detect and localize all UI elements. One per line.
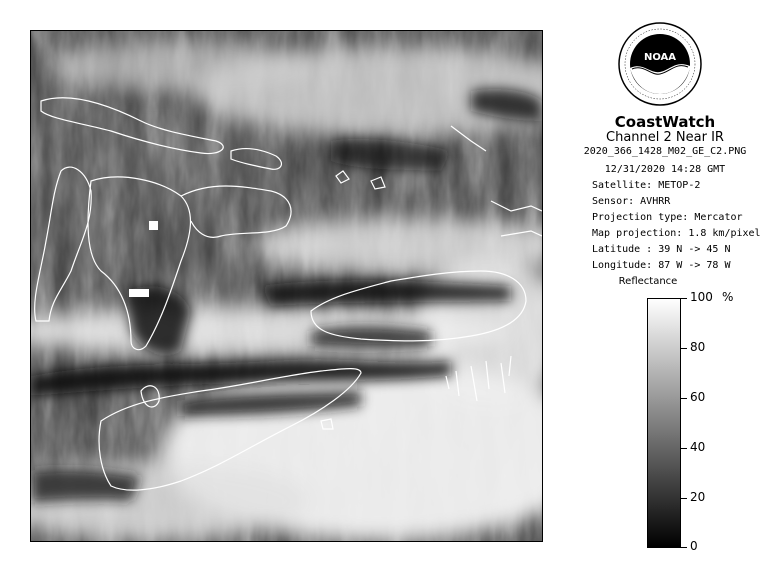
tick-label: 40 (690, 440, 706, 454)
longitude: Longitude: 87 W -> 78 W (592, 260, 731, 271)
legend-unit: % (722, 290, 734, 304)
tick-mark (681, 498, 687, 499)
brand-title: CoastWatch (614, 113, 716, 131)
tick-label: 80 (690, 340, 706, 354)
legend-title: Reflectance (618, 276, 678, 287)
map-projection: Map projection: 1.8 km/pixel (592, 228, 761, 239)
tick-mark (681, 398, 687, 399)
satellite-image (30, 30, 543, 542)
tick-label: 20 (690, 490, 706, 504)
image-filename: 2020_366_1428_M02_GE_C2.PNG (583, 146, 747, 157)
tick-mark (681, 298, 687, 299)
tick-mark (681, 547, 687, 548)
noaa-logo (618, 22, 702, 106)
latitude: Latitude : 39 N -> 45 N (592, 244, 731, 255)
tick-label: 100 (690, 290, 713, 304)
tick-label: 60 (690, 390, 706, 404)
reflectance-colorbar (647, 298, 681, 548)
tick-mark (681, 348, 687, 349)
datetime: 12/31/2020 14:28 GMT (604, 164, 726, 175)
logo-text: NOAA (643, 52, 677, 63)
channel-title: Channel 2 Near IR (606, 130, 724, 145)
tick-label: 0 (690, 539, 698, 553)
sensor: Sensor: AVHRR (592, 196, 671, 207)
tick-mark (681, 448, 687, 449)
satellite: Satellite: METOP-2 (592, 180, 701, 191)
projection-type: Projection type: Mercator (592, 212, 743, 223)
